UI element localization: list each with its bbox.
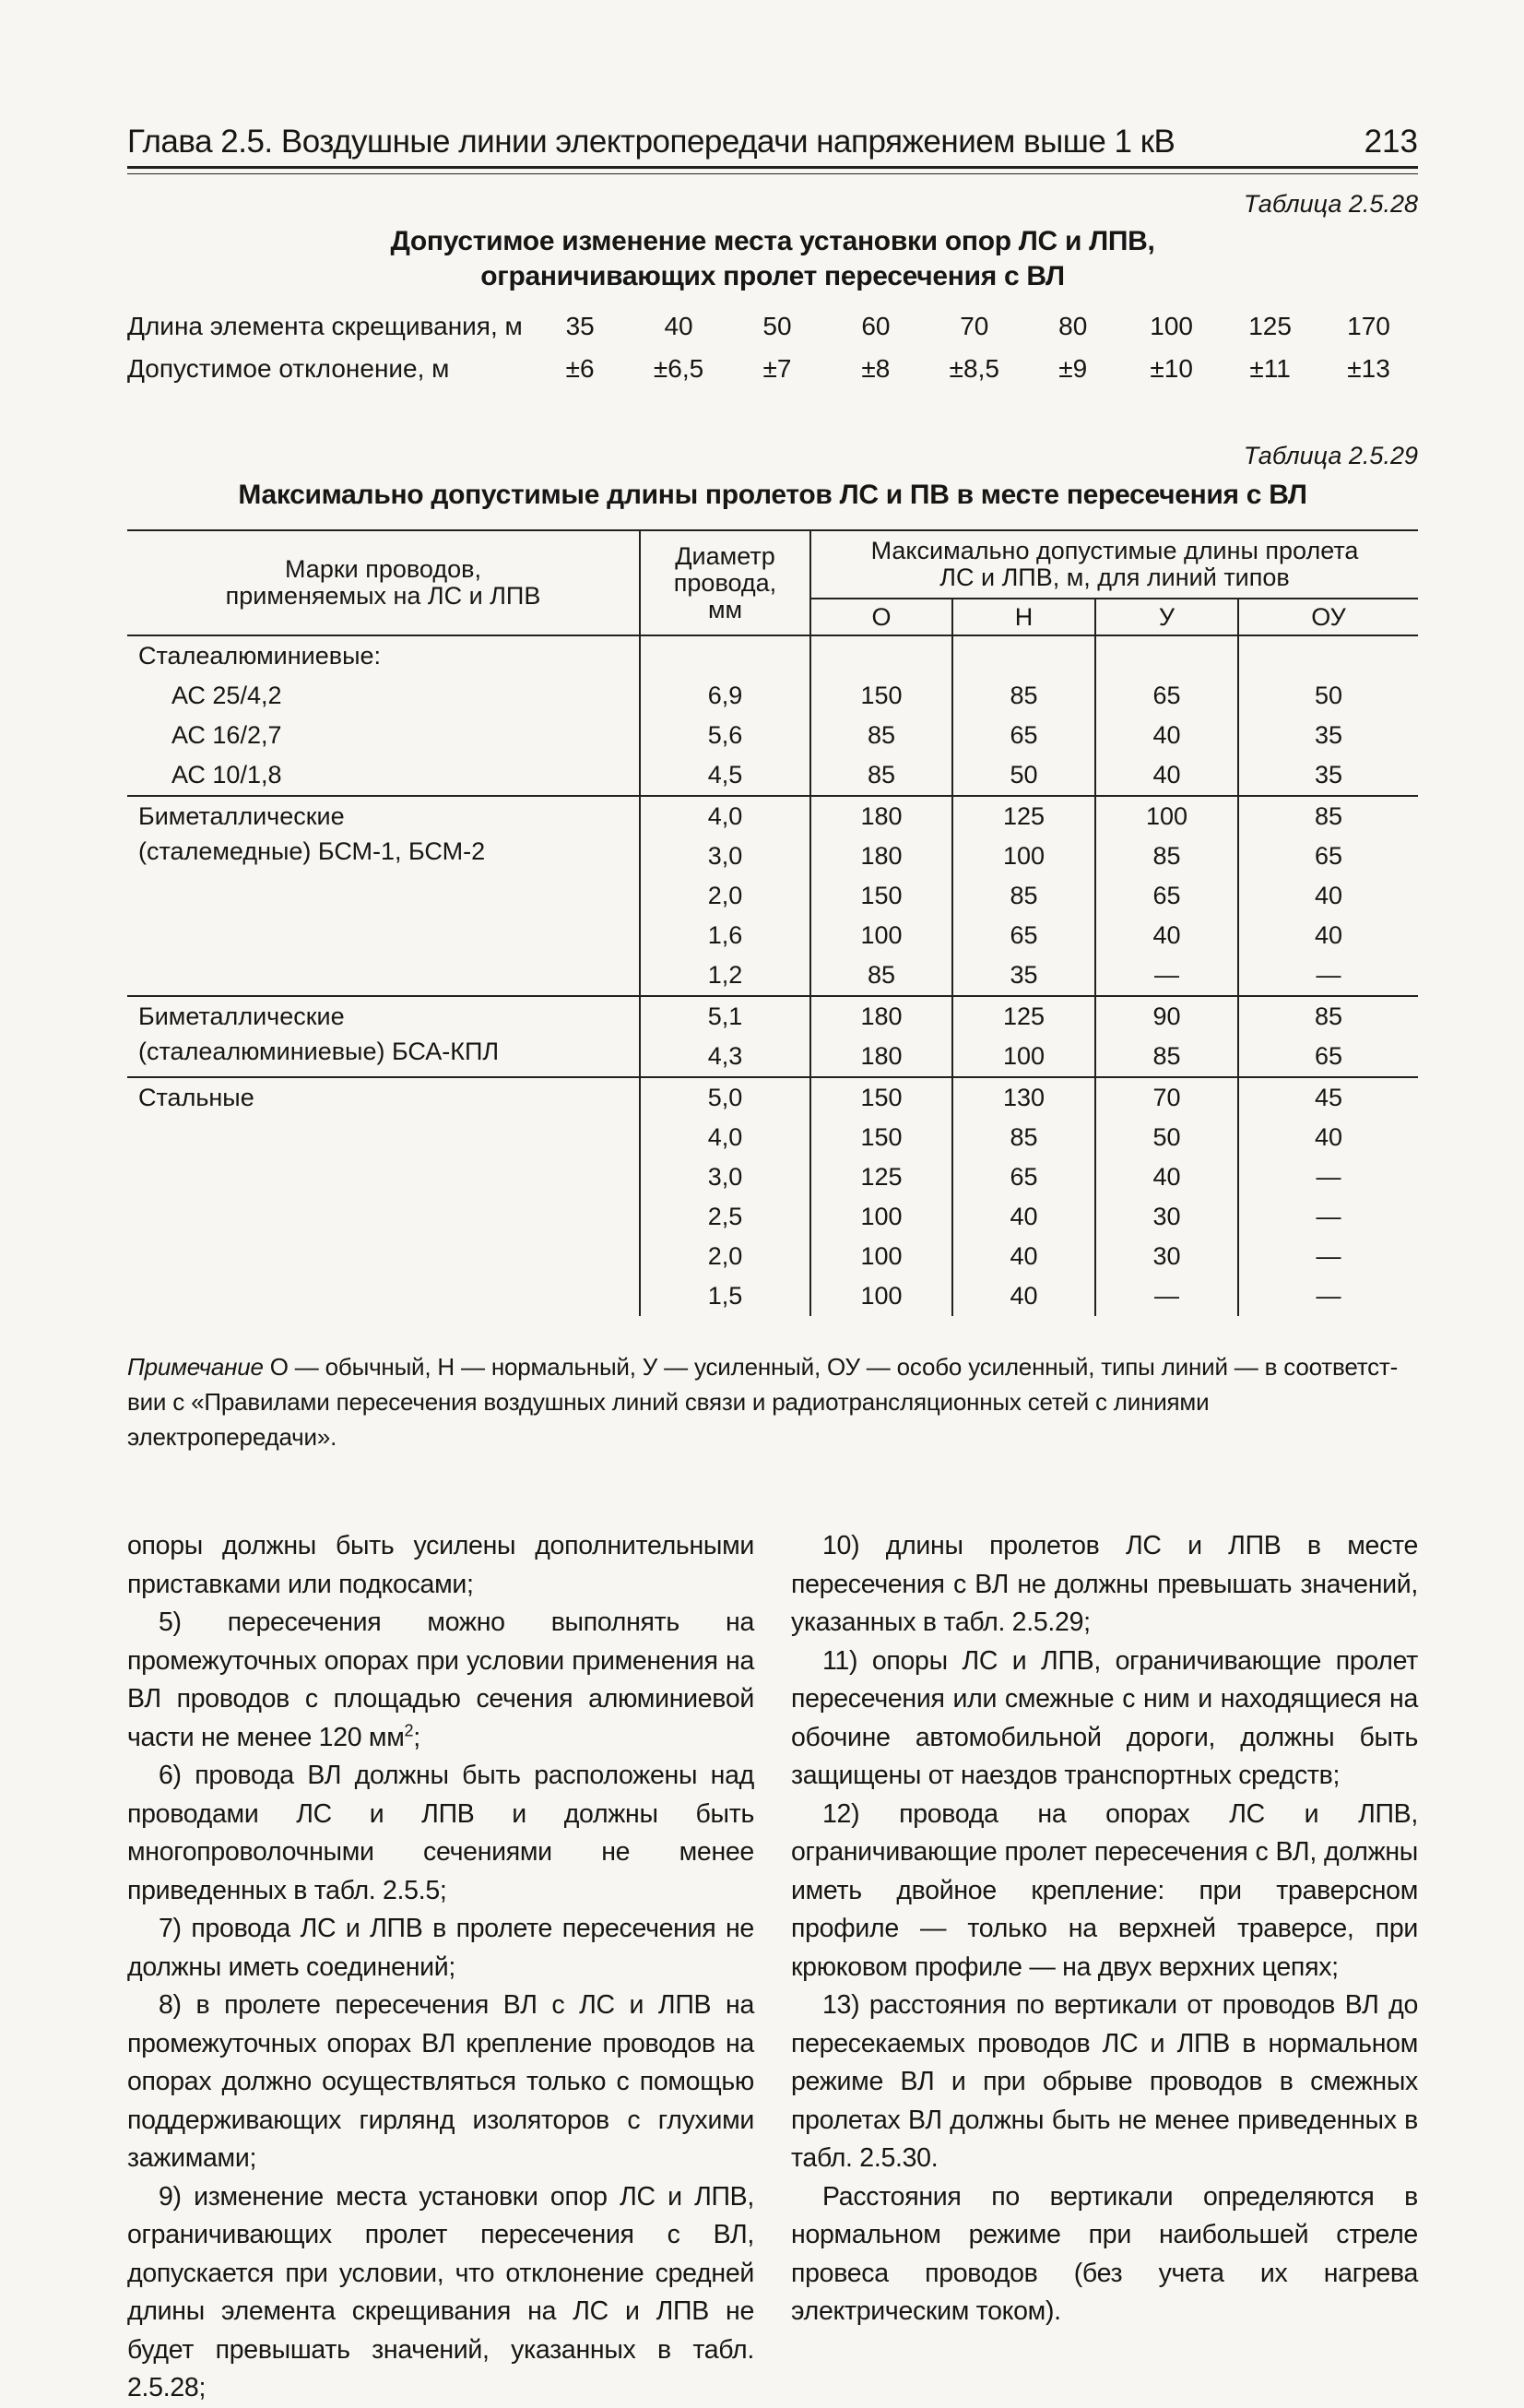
cell: 100 bbox=[1150, 312, 1193, 340]
table-row bbox=[127, 716, 1418, 755]
cell: 70 bbox=[1095, 1077, 1238, 1118]
cell: 35 bbox=[1238, 716, 1418, 755]
cell: ±6,5 bbox=[653, 354, 704, 383]
superscript: 2 bbox=[404, 1721, 414, 1739]
table-row bbox=[127, 1077, 1418, 1118]
cell: 150 bbox=[810, 676, 952, 716]
cell: 65 bbox=[1095, 676, 1238, 716]
cell: ±10 bbox=[1150, 354, 1193, 383]
cell: — bbox=[1238, 1157, 1418, 1197]
paragraph: 7) провода ЛС и ЛПВ в пролете пересечения не должны иметь соединений; bbox=[127, 1914, 754, 1982]
cell: 65 bbox=[1238, 1037, 1418, 1077]
cell: 40 bbox=[1095, 1157, 1238, 1197]
note-line1 bbox=[127, 1349, 1418, 1384]
chapter-title: Глава 2.5. Воздушные линии электропередачи напряжением выше 1 кВ bbox=[127, 124, 1175, 160]
cell: 6,9 bbox=[640, 676, 810, 716]
cell: 4,0 bbox=[640, 1118, 810, 1157]
paragraph: 6) провода ВЛ должны быть расположены над проводами ЛС и ЛПВ и должны быть многопроволочными сечениями не менее приведенных в табл. 2.5.5; bbox=[127, 1761, 754, 1905]
cell: 2,5 bbox=[640, 1197, 810, 1237]
cell: 40 bbox=[1095, 755, 1238, 796]
table-row bbox=[127, 796, 1418, 836]
cell: 40 bbox=[664, 312, 693, 340]
paragraph: 13) расстояния по вертикали от проводов ВЛ до пересекаемых проводов ЛС и ЛПВ в нормальном режиме ВЛ и при обрыве проводов в смежных пролетах ВЛ должны быть не менее приведенных в табл. 2.5.30. bbox=[791, 1990, 1418, 2173]
cell: 50 bbox=[952, 755, 1095, 796]
paragraph: 10) длины пролетов ЛС и ЛПВ в месте пересечения с ВЛ не должны превышать значений, указанных в табл. 2.5.29; bbox=[791, 1531, 1418, 1637]
cell: 5,1 bbox=[640, 996, 810, 1037]
cell: 180 bbox=[810, 996, 952, 1037]
cell: 80 bbox=[1058, 312, 1088, 340]
cell: 125 bbox=[810, 1157, 952, 1197]
cell: 65 bbox=[952, 1157, 1095, 1197]
cell: ±7 bbox=[762, 354, 792, 383]
header-rule-thick bbox=[127, 166, 1418, 169]
cell: 100 bbox=[952, 836, 1095, 876]
cell: 100 bbox=[810, 1276, 952, 1316]
cell: 30 bbox=[1095, 1197, 1238, 1237]
row-label: Длина элемента скрещивания, м bbox=[127, 312, 523, 340]
table-header-row bbox=[127, 530, 1418, 599]
cell: ±6 bbox=[565, 354, 595, 383]
col-header-diameter-line3: мм bbox=[707, 595, 743, 623]
cell: 85 bbox=[1095, 1037, 1238, 1077]
cell: 150 bbox=[810, 1077, 952, 1118]
cell: 40 bbox=[1238, 1118, 1418, 1157]
cell: ±8 bbox=[861, 354, 891, 383]
cell: — bbox=[1238, 1197, 1418, 1237]
cell: 40 bbox=[1238, 876, 1418, 916]
table-2528-number: Таблица 2.5.28 bbox=[1243, 190, 1418, 218]
cell: 2,0 bbox=[640, 876, 810, 916]
col-header-mark-line2: применяемых на ЛС и ЛПВ bbox=[225, 582, 541, 610]
cell: 1,6 bbox=[640, 916, 810, 955]
col-header-mark-line1: Марки проводов, bbox=[285, 555, 481, 583]
cell: — bbox=[1095, 955, 1238, 996]
wire-mark: АС 10/1,8 bbox=[171, 761, 282, 789]
cell: 180 bbox=[810, 796, 952, 836]
cell: 40 bbox=[1238, 916, 1418, 955]
table-note bbox=[127, 1349, 1418, 1454]
cell: 1,2 bbox=[640, 955, 810, 996]
table-row bbox=[127, 635, 1418, 676]
document-page bbox=[127, 109, 1418, 2402]
col-header-diameter-line1: Диаметр bbox=[675, 541, 775, 570]
cell: 85 bbox=[952, 676, 1095, 716]
group-label: Стальные bbox=[127, 1077, 640, 1316]
table-row bbox=[127, 348, 1418, 390]
cell: 50 bbox=[762, 312, 792, 340]
cell: 65 bbox=[1095, 876, 1238, 916]
paragraph bbox=[127, 1604, 754, 1757]
cell: 1,5 bbox=[640, 1276, 810, 1316]
table-2528 bbox=[127, 305, 1418, 390]
group-label-line2: (сталемедные) БСМ-1, БСМ-2 bbox=[138, 837, 486, 865]
wire-mark: АС 16/2,7 bbox=[171, 721, 282, 749]
cell: 85 bbox=[952, 876, 1095, 916]
cell: 2,0 bbox=[640, 1237, 810, 1276]
group-label-line1: Биметаллические bbox=[138, 802, 345, 830]
cell: ±13 bbox=[1347, 354, 1390, 383]
cell: 100 bbox=[1095, 796, 1238, 836]
col-header-diameter-line2: провода, bbox=[673, 568, 777, 597]
cell: 150 bbox=[810, 876, 952, 916]
wire-mark: АС 25/4,2 bbox=[171, 682, 282, 709]
table-2529 bbox=[127, 529, 1418, 1316]
cell: 3,0 bbox=[640, 836, 810, 876]
paragraph: опоры должны быть усилены дополнительными приставками или подкосами; bbox=[127, 1531, 754, 1599]
cell: 3,0 bbox=[640, 1157, 810, 1197]
cell: ±9 bbox=[1058, 354, 1088, 383]
paragraph-text: 5) пересечения можно выполнять на промежуточных опорах при условии применения на ВЛ проводов с площадью сечения алюминиевой части не менее 120 мм bbox=[127, 1607, 754, 1752]
table-2529-number: Таблица 2.5.29 bbox=[1243, 442, 1418, 469]
table-2528-title-line2: ограничивающих пролет пересечения с ВЛ bbox=[480, 261, 1065, 291]
cell: 85 bbox=[810, 755, 952, 796]
cell: 4,0 bbox=[640, 796, 810, 836]
cell: 40 bbox=[1095, 716, 1238, 755]
col-header-ou: ОУ bbox=[1238, 599, 1418, 635]
table-2529-title: Максимально допустимые длины пролетов ЛС и ПВ в месте пересечения с ВЛ bbox=[238, 480, 1307, 510]
cell: 65 bbox=[952, 716, 1095, 755]
note-text-line2: вии с «Правилами пересечения воздушных линий связи и радиотрансляционных сетей с линиями электропередачи». bbox=[127, 1388, 1210, 1451]
cell: 100 bbox=[952, 1037, 1095, 1077]
col-header-max-span bbox=[810, 530, 1418, 599]
cell: — bbox=[1238, 955, 1418, 996]
cell: 35 bbox=[565, 312, 595, 340]
cell: 5,0 bbox=[640, 1077, 810, 1118]
note-label: Примечание bbox=[127, 1353, 264, 1381]
cell: 100 bbox=[810, 1197, 952, 1237]
table-2529-block bbox=[127, 442, 1418, 1454]
group-label-line1: Биметаллические bbox=[138, 1002, 345, 1030]
group-label bbox=[127, 996, 640, 1077]
running-header bbox=[127, 109, 1418, 164]
cell: 90 bbox=[1095, 996, 1238, 1037]
cell: 45 bbox=[1238, 1077, 1418, 1118]
cell: 125 bbox=[1248, 312, 1292, 340]
cell: 85 bbox=[952, 1118, 1095, 1157]
cell: 170 bbox=[1347, 312, 1390, 340]
cell: 40 bbox=[1095, 916, 1238, 955]
page-number: 213 bbox=[1364, 124, 1418, 160]
cell: 50 bbox=[1095, 1118, 1238, 1157]
table-2528-block bbox=[127, 190, 1418, 390]
cell: 35 bbox=[1238, 755, 1418, 796]
cell: 40 bbox=[952, 1237, 1095, 1276]
cell: 4,3 bbox=[640, 1037, 810, 1077]
cell: — bbox=[1095, 1276, 1238, 1316]
col-header-n: Н bbox=[952, 599, 1095, 635]
cell: 30 bbox=[1095, 1237, 1238, 1276]
cell: 65 bbox=[1238, 836, 1418, 876]
paragraph: 8) в пролете пересечения ВЛ с ЛС и ЛПВ на промежуточных опорах ВЛ крепление проводов на опорах должно осуществляться только с помощью поддерживающих гирлянд изоляторов с глухими зажимами; bbox=[127, 1990, 754, 2173]
col-header-u: У bbox=[1095, 599, 1238, 635]
table-2528-title bbox=[127, 224, 1418, 294]
paragraph: Расстояния по вертикали определяются в нормальном режиме при наибольшей стреле провеса проводов (без учета их нагрева электрическим током). bbox=[791, 2181, 1418, 2326]
cell: 85 bbox=[1095, 836, 1238, 876]
cell: 130 bbox=[952, 1077, 1095, 1118]
col-header-diameter bbox=[640, 530, 810, 635]
cell: 85 bbox=[810, 716, 952, 755]
cell: 85 bbox=[1238, 796, 1418, 836]
cell: 50 bbox=[1238, 676, 1418, 716]
right-column bbox=[791, 1527, 1418, 2331]
group-label-line2: (сталеалюминиевые) БСА-КПЛ bbox=[138, 1038, 500, 1065]
cell: 70 bbox=[960, 312, 989, 340]
cell: 100 bbox=[810, 916, 952, 955]
paragraph: 12) провода на опорах ЛС и ЛПВ, ограничивающие пролет пересечения с ВЛ, должны иметь двойное крепление: при траверсном профиле — только на верхней траверсе, при крюковом профиле — на двух верхних цепях; bbox=[791, 1798, 1418, 1982]
col-header-max-span-line2: ЛС и ЛПВ, м, для линий типов bbox=[939, 563, 1290, 591]
col-header-max-span-line1: Максимально допустимые длины пролета bbox=[870, 537, 1359, 564]
cell: 85 bbox=[1238, 996, 1418, 1037]
table-2528-title-line1: Допустимое изменение места установки опор ЛС и ЛПВ, bbox=[390, 226, 1155, 256]
cell: 35 bbox=[952, 955, 1095, 996]
cell: 180 bbox=[810, 836, 952, 876]
cell: 4,5 bbox=[640, 755, 810, 796]
table-row bbox=[127, 676, 1418, 716]
paragraph: 9) изменение места установки опор ЛС и ЛПВ, ограничивающих пролет пересечения с ВЛ, допускается при условии, что отклонение средней длины элемента скрещивания на ЛС и ЛПВ не будет превышать значений, указанных в табл. 2.5.28; bbox=[127, 2181, 754, 2402]
table-row bbox=[127, 305, 1418, 348]
cell: 5,6 bbox=[640, 716, 810, 755]
row-label: Допустимое отклонение, м bbox=[127, 354, 450, 383]
table-row bbox=[127, 996, 1418, 1037]
cell: 40 bbox=[952, 1197, 1095, 1237]
cell: 180 bbox=[810, 1037, 952, 1077]
group-label: Сталеалюминиевые: bbox=[138, 642, 381, 670]
note-text-line1: О — обычный, Н — нормальный, У — усиленный, ОУ — особо усиленный, типы линий — в соответст- bbox=[263, 1353, 1399, 1381]
col-header-o: О bbox=[810, 599, 952, 635]
group-label bbox=[127, 796, 640, 996]
cell: ±11 bbox=[1249, 354, 1291, 383]
cell: ±8,5 bbox=[949, 354, 999, 383]
col-header-mark bbox=[127, 530, 640, 635]
cell: 40 bbox=[952, 1276, 1095, 1316]
cell: — bbox=[1238, 1237, 1418, 1276]
table-row bbox=[127, 755, 1418, 796]
cell: — bbox=[1238, 1276, 1418, 1316]
cell: 150 bbox=[810, 1118, 952, 1157]
cell: 125 bbox=[952, 996, 1095, 1037]
paragraph-text: ; bbox=[413, 1722, 420, 1752]
cell: 125 bbox=[952, 796, 1095, 836]
cell: 85 bbox=[810, 955, 952, 996]
left-column bbox=[127, 1527, 754, 2408]
paragraph: 11) опоры ЛС и ЛПВ, ограничивающие пролет пересечения или смежные с ним и находящиеся на обочине автомобильной дороги, должны быть защищены от наездов транспортных средств; bbox=[791, 1645, 1418, 1790]
cell: 60 bbox=[861, 312, 891, 340]
header-rule-thin bbox=[127, 173, 1418, 174]
cell: 65 bbox=[952, 916, 1095, 955]
cell: 100 bbox=[810, 1237, 952, 1276]
